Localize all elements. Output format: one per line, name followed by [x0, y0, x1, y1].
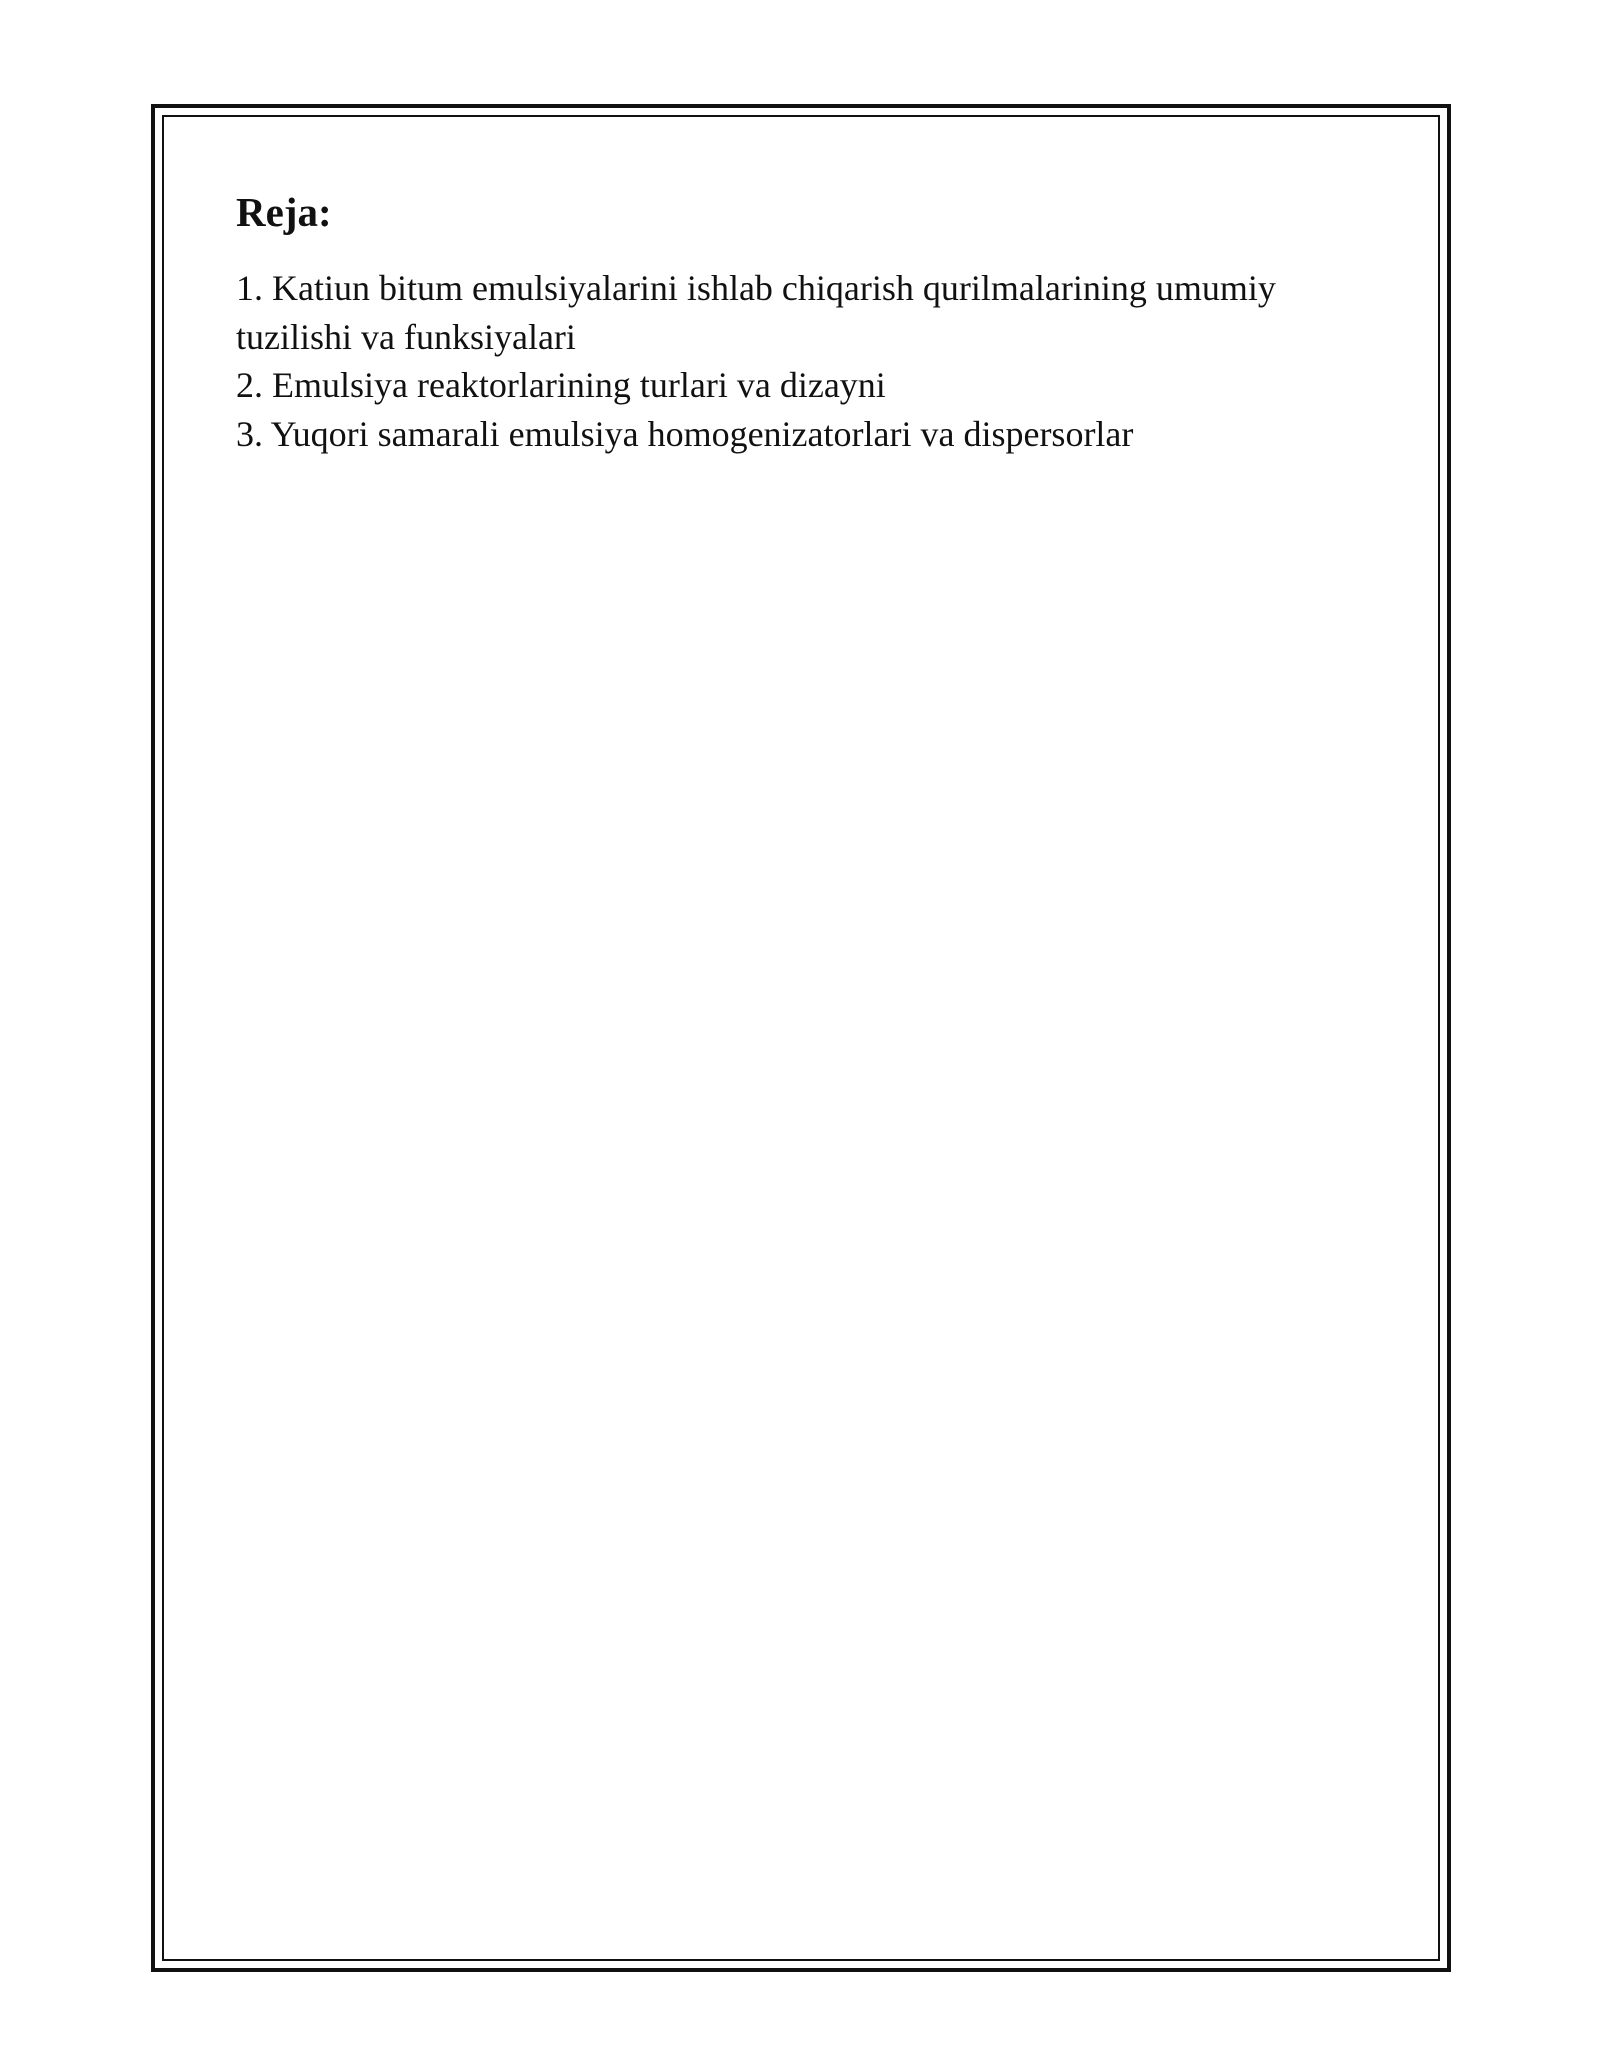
plan-list — [236, 264, 1366, 458]
plan-item-3: 3. Yuqori samarali emulsiya homogenizatorlari va dispersorlar — [236, 413, 1134, 454]
page-content — [236, 186, 1366, 458]
plan-title: Reja: — [236, 189, 332, 235]
plan-item-1: 1. Katiun bitum emulsiyalarini ishlab chiqarish qurilmalarining umumiy tuzilishi va funksiyalari — [236, 268, 1276, 357]
plan-item-2: 2. Emulsiya reaktorlarining turlari va dizayni — [236, 365, 886, 405]
